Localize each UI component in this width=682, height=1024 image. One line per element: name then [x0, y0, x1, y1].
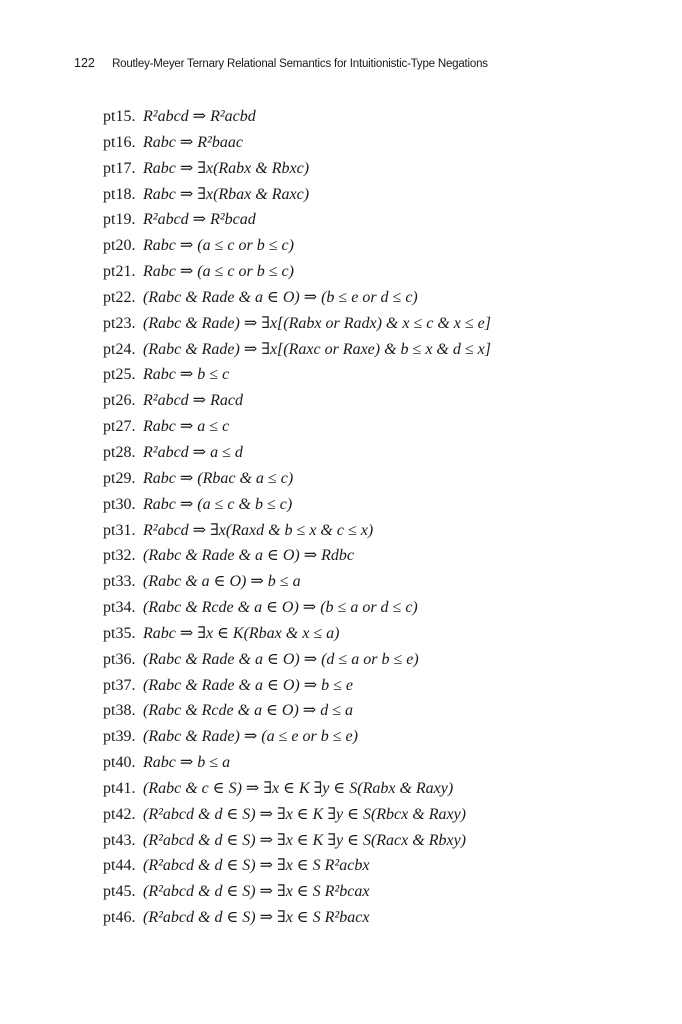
postulate-row: [103, 414, 643, 440]
postulate-formula: Rabc ⇒ R²baac: [143, 133, 243, 151]
postulate-label: pt44.: [103, 857, 136, 875]
postulate-row: [103, 853, 643, 879]
postulate-formula: (R²abcd & d ∈ S) ⇒ ∃x ∈ S R²acbx: [143, 857, 370, 875]
postulate-row: [103, 647, 643, 673]
postulate-label: pt37.: [103, 676, 136, 694]
postulate-formula: (Rabc & Rcde & a ∈ O) ⇒ d ≤ a: [143, 702, 353, 720]
postulate-formula: R²abcd ⇒ R²acbd: [143, 108, 256, 125]
running-title: Routley-Meyer Ternary Relational Semantics for Intuitionistic-Type Negations: [112, 58, 488, 70]
postulate-formula: (Rabc & Rade & a ∈ O) ⇒ (b ≤ e or d ≤ c): [143, 288, 418, 306]
postulate-label: pt41.: [103, 779, 136, 797]
postulate-label: pt28.: [103, 443, 136, 461]
postulate-row: [103, 724, 643, 750]
postulate-label: pt43.: [103, 831, 136, 849]
postulate-formula: R²abcd ⇒ ∃x(Raxd & b ≤ x & c ≤ x): [143, 521, 374, 539]
postulate-row: [103, 130, 643, 156]
postulate-formula: R²abcd ⇒ R²bcad: [143, 211, 256, 229]
postulate-formula: Rabc ⇒ a ≤ c: [143, 418, 230, 436]
postulate-label: pt40.: [103, 754, 136, 772]
postulate-formula: (R²abcd & d ∈ S) ⇒ ∃x ∈ S R²bacx: [143, 909, 370, 927]
postulate-formula: (Rabc & Rade & a ∈ O) ⇒ (d ≤ a or b ≤ e): [143, 650, 419, 668]
postulate-formula: (Rabc & Rade) ⇒ ∃x[(Raxc or Raxe) & b ≤ x & d ≤ x]: [143, 340, 491, 358]
postulate-row: [103, 311, 643, 337]
postulate-row: [103, 388, 643, 414]
postulate-row: [103, 337, 643, 363]
postulate-label: pt34.: [103, 599, 136, 617]
postulate-label: pt17.: [103, 159, 136, 177]
postulate-label: pt16.: [103, 133, 136, 151]
postulate-row: [103, 569, 643, 595]
postulate-label: pt22.: [103, 288, 136, 306]
postulate-row: [103, 466, 643, 492]
postulate-row: [103, 492, 643, 518]
postulate-formula: (Rabc & Rade) ⇒ ∃x[(Rabx or Radx) & x ≤ c & x ≤ e]: [143, 314, 491, 332]
postulate-row: [103, 182, 643, 208]
postulate-formula: Rabc ⇒ b ≤ c: [143, 366, 230, 384]
postulate-list: [103, 104, 643, 931]
running-header: [74, 56, 488, 70]
postulate-label: pt23.: [103, 314, 136, 332]
postulate-label: pt27.: [103, 418, 136, 436]
postulate-label: pt38.: [103, 702, 136, 720]
postulate-row: [103, 776, 643, 802]
postulate-formula: (R²abcd & d ∈ S) ⇒ ∃x ∈ S R²bcax: [143, 883, 370, 901]
postulate-formula: Rabc ⇒ ∃x(Rbax & Raxc): [143, 185, 310, 203]
postulate-row: [103, 828, 643, 854]
postulate-label: pt46.: [103, 909, 136, 927]
postulate-label: pt31.: [103, 521, 136, 539]
postulate-formula: (R²abcd & d ∈ S) ⇒ ∃x ∈ K ∃y ∈ S(Racx & Rbxy): [143, 831, 466, 849]
postulate-label: pt19.: [103, 211, 136, 229]
postulate-formula: Rabc ⇒ (a ≤ c or b ≤ c): [143, 263, 294, 281]
postulate-row: [103, 802, 643, 828]
postulate-label: pt26.: [103, 392, 136, 410]
postulate-formula: (Rabc & Rcde & a ∈ O) ⇒ (b ≤ a or d ≤ c): [143, 599, 418, 617]
postulate-label: pt45.: [103, 883, 136, 901]
postulate-row: [103, 104, 643, 130]
postulate-label: pt24.: [103, 340, 136, 358]
postulate-row: [103, 750, 643, 776]
postulate-row: [103, 879, 643, 905]
postulate-label: pt15.: [103, 108, 136, 125]
postulate-formula: Rabc ⇒ b ≤ a: [143, 754, 231, 772]
postulate-row: [103, 698, 643, 724]
postulate-row: [103, 621, 643, 647]
postulate-formula: Rabc ⇒ (Rbac & a ≤ c): [143, 469, 294, 487]
postulate-label: pt30.: [103, 495, 136, 513]
postulate-formula: (Rabc & c ∈ S) ⇒ ∃x ∈ K ∃y ∈ S(Rabx & Raxy): [143, 779, 454, 797]
postulate-label: pt35.: [103, 624, 136, 642]
postulate-formula: Rabc ⇒ ∃x ∈ K(Rbax & x ≤ a): [143, 624, 340, 642]
postulate-formula: (Rabc & Rade & a ∈ O) ⇒ Rdbc: [143, 547, 354, 565]
postulate-formula: Rabc ⇒ (a ≤ c or b ≤ c): [143, 237, 294, 255]
postulate-formula: (Rabc & Rade) ⇒ (a ≤ e or b ≤ e): [143, 728, 358, 746]
postulate-label: pt25.: [103, 366, 136, 384]
postulate-row: [103, 440, 643, 466]
postulate-label: pt33.: [103, 573, 136, 591]
postulate-formula: R²abcd ⇒ a ≤ d: [143, 443, 243, 461]
postulate-row: [103, 595, 643, 621]
postulate-label: pt20.: [103, 237, 136, 255]
postulate-formula: (Rabc & Rade & a ∈ O) ⇒ b ≤ e: [143, 676, 353, 694]
postulate-formula: (Rabc & a ∈ O) ⇒ b ≤ a: [143, 573, 301, 591]
postulate-row: [103, 233, 643, 259]
postulate-row: [103, 285, 643, 311]
postulate-row: [103, 673, 643, 699]
postulate-formula: Rabc ⇒ ∃x(Rabx & Rbxc): [143, 159, 310, 177]
postulate-label: pt42.: [103, 805, 136, 823]
postulate-row: [103, 543, 643, 569]
postulate-row: [103, 207, 643, 233]
postulate-label: pt18.: [103, 185, 136, 203]
postulate-row: [103, 259, 643, 285]
postulate-label: pt32.: [103, 547, 136, 565]
postulate-row: [103, 905, 643, 931]
postulate-row: [103, 362, 643, 388]
postulate-label: pt39.: [103, 728, 136, 746]
postulate-row: [103, 156, 643, 182]
postulate-row: [103, 518, 643, 544]
postulate-label: pt21.: [103, 263, 136, 281]
postulate-label: pt36.: [103, 650, 136, 668]
postulate-formula: Rabc ⇒ (a ≤ c & b ≤ c): [143, 495, 293, 513]
page-number: 122: [74, 56, 95, 70]
postulate-formula: (R²abcd & d ∈ S) ⇒ ∃x ∈ K ∃y ∈ S(Rbcx & Raxy): [143, 805, 466, 823]
postulate-formula: R²abcd ⇒ Racd: [143, 392, 243, 410]
postulate-label: pt29.: [103, 469, 136, 487]
